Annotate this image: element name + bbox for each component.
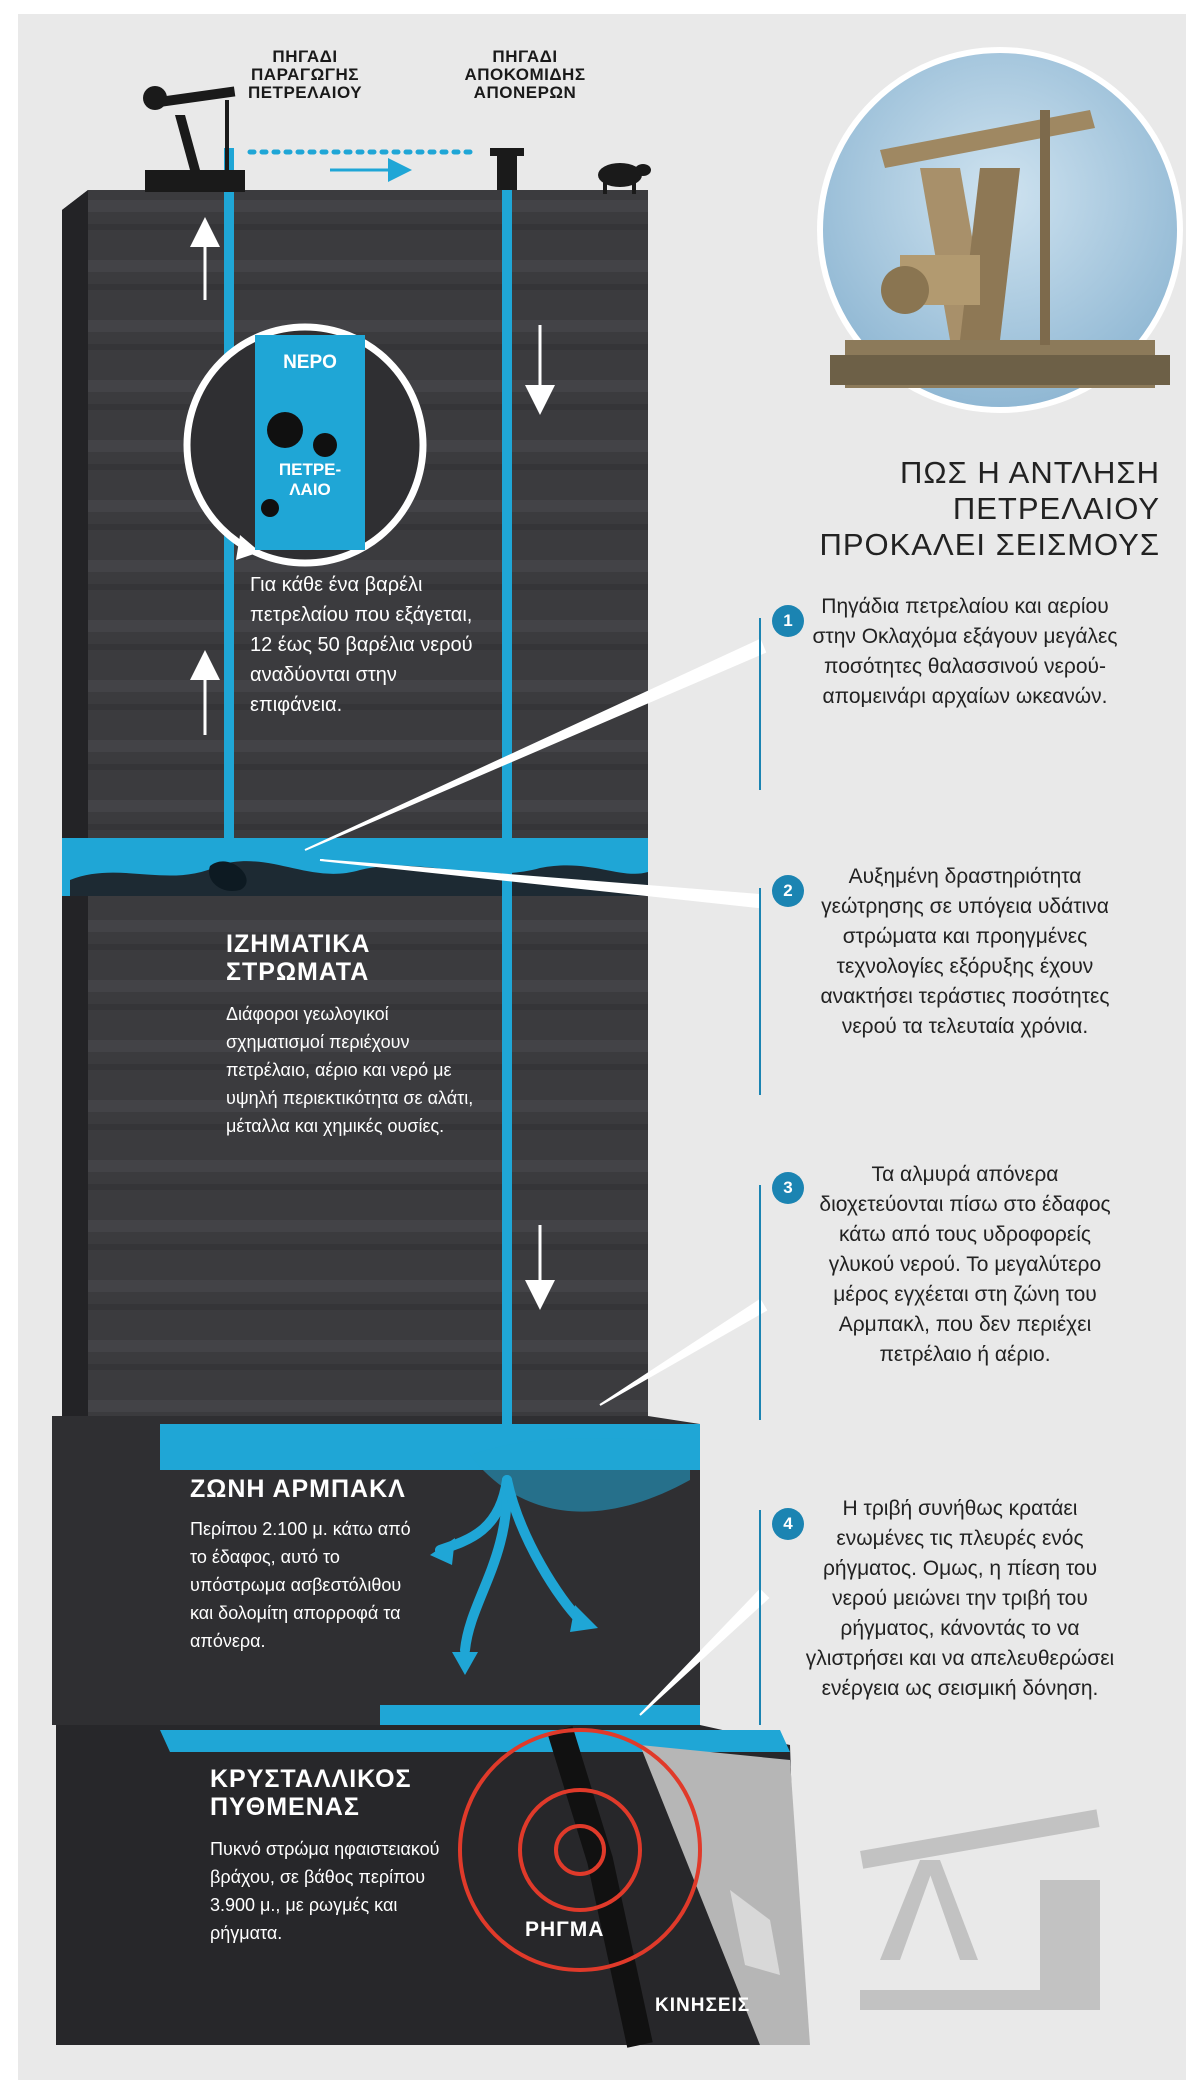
surface-flow <box>250 152 470 170</box>
reservoir-layer <box>62 838 648 896</box>
basement-title: ΚΡΥΣΤΑΛΛΙΚΟΣ ΠΥΘΜΕΝΑΣ <box>210 1765 412 1821</box>
production-well-label: ΠΗΓΑΔΙ ΠΑΡΑΓΩΓΗΣ ΠΕΤΡΕΛΑΙΟΥ <box>247 47 363 102</box>
disposal-well-pipe <box>502 148 512 1438</box>
sediment-title: ΙΖΗΜΑΤΙΚΑ ΣΤΡΩΜΑΤΑ <box>226 930 371 986</box>
sediment-body: Διάφοροι γεωλογικοί σχηματισμοί περιέχουν πετρέλαιο, αέριο και νερό με υψηλή περιεκτικότητα σε αλάτι, μέταλλα και χημικές ουσίες. <box>226 1004 474 1136</box>
step-2-badge: 2 <box>772 875 804 907</box>
page-title: ΠΩΣ Η ΑΝΤΛΗΣΗ ΠΕΤΡΕΛΑΙΟΥ ΠΡΟΚΑΛΕΙ ΣΕΙΣΜΟΥΣ <box>819 455 1160 562</box>
step-4-badge: 4 <box>772 1508 804 1540</box>
oil-bubble-label: ΠΕΤΡΕ- ΛΑΙΟ <box>278 460 342 499</box>
pump-silhouette-icon <box>860 1809 1100 2010</box>
fault-label: ΡΗΓΜΑ <box>525 1918 605 1941</box>
disposal-well-label: ΠΗΓΑΔΙ ΑΠΟΚΟΜΙΔΗΣ ΑΠΟΝΕΡΩΝ <box>464 47 586 102</box>
step-1-text: Πηγάδια πετρελαίου και αερίου στην Οκλαχόμα εξάγουν μεγάλες ποσότητες θαλασσινού νερού-απομεινάρι αρχαίων ωκεανών. <box>812 595 1118 708</box>
pump-jack-photo <box>820 50 1180 410</box>
disposal-wellhead-icon <box>490 148 524 190</box>
step-3-badge: 3 <box>772 1172 804 1204</box>
step-1-badge: 1 <box>772 605 804 637</box>
step-3-text: Τα αλμυρά απόνερα διοχετεύονται πίσω στο έδαφος κάτω από τους υδροφορείς γλυκού νερού. Το μεγαλύτερο μέρος εγχέεται στη ζώνη του Αρμπακλ, που δεν περιέχει πετρέλαιο ή αέριο. <box>819 1163 1111 1366</box>
step-4-text: Η τριβή συνήθως κρατάει ενωμένες τις πλευρές ενός ρήγματος. Ομως, η πίεση του νερού μειώνει την τριβή του ρήγματος, κάνοντάς το να γλιστρήσει και να απελευθερώσει ενέργεια ως σεισμική δόνηση. <box>805 1497 1115 1700</box>
movements-label: ΚΙΝΗΣΕΙΣ <box>655 1995 751 2016</box>
bubble-caption: Για κάθε ένα βαρέλι πετρελαίου που εξάγεται, 12 έως 50 βαρέλια νερού αναδύονται στην επιφάνεια. <box>250 574 473 716</box>
cow-icon <box>598 163 651 194</box>
step-2-text: Αυξημένη δραστηριότητα γεώτρησης σε υπόγεια υδάτινα στρώματα και προηγμένες τεχνολογίες εξόρυξης έχουν ανακτήσει τεράστιες ποσότητες νερού τα τελευταία χρόνια. <box>820 865 1110 1038</box>
basement-body: Πυκνό στρώμα ηφαιστειακού βράχου, σε βάθος περίπου 3.900 μ., με ρωγμές και ρήγματα. <box>210 1839 440 1943</box>
arbuckle-body: Περίπου 2.100 μ. κάτω από το έδαφος, αυτό το υπόστρωμα ασβεστόλιθου και δολομίτη απορροφά τα απόνερα. <box>190 1519 411 1651</box>
arbuckle-title: ΖΩΝΗ ΑΡΜΠΑΚΛ <box>190 1475 406 1503</box>
water-bubble-label: ΝΕΡΟ <box>283 352 337 373</box>
